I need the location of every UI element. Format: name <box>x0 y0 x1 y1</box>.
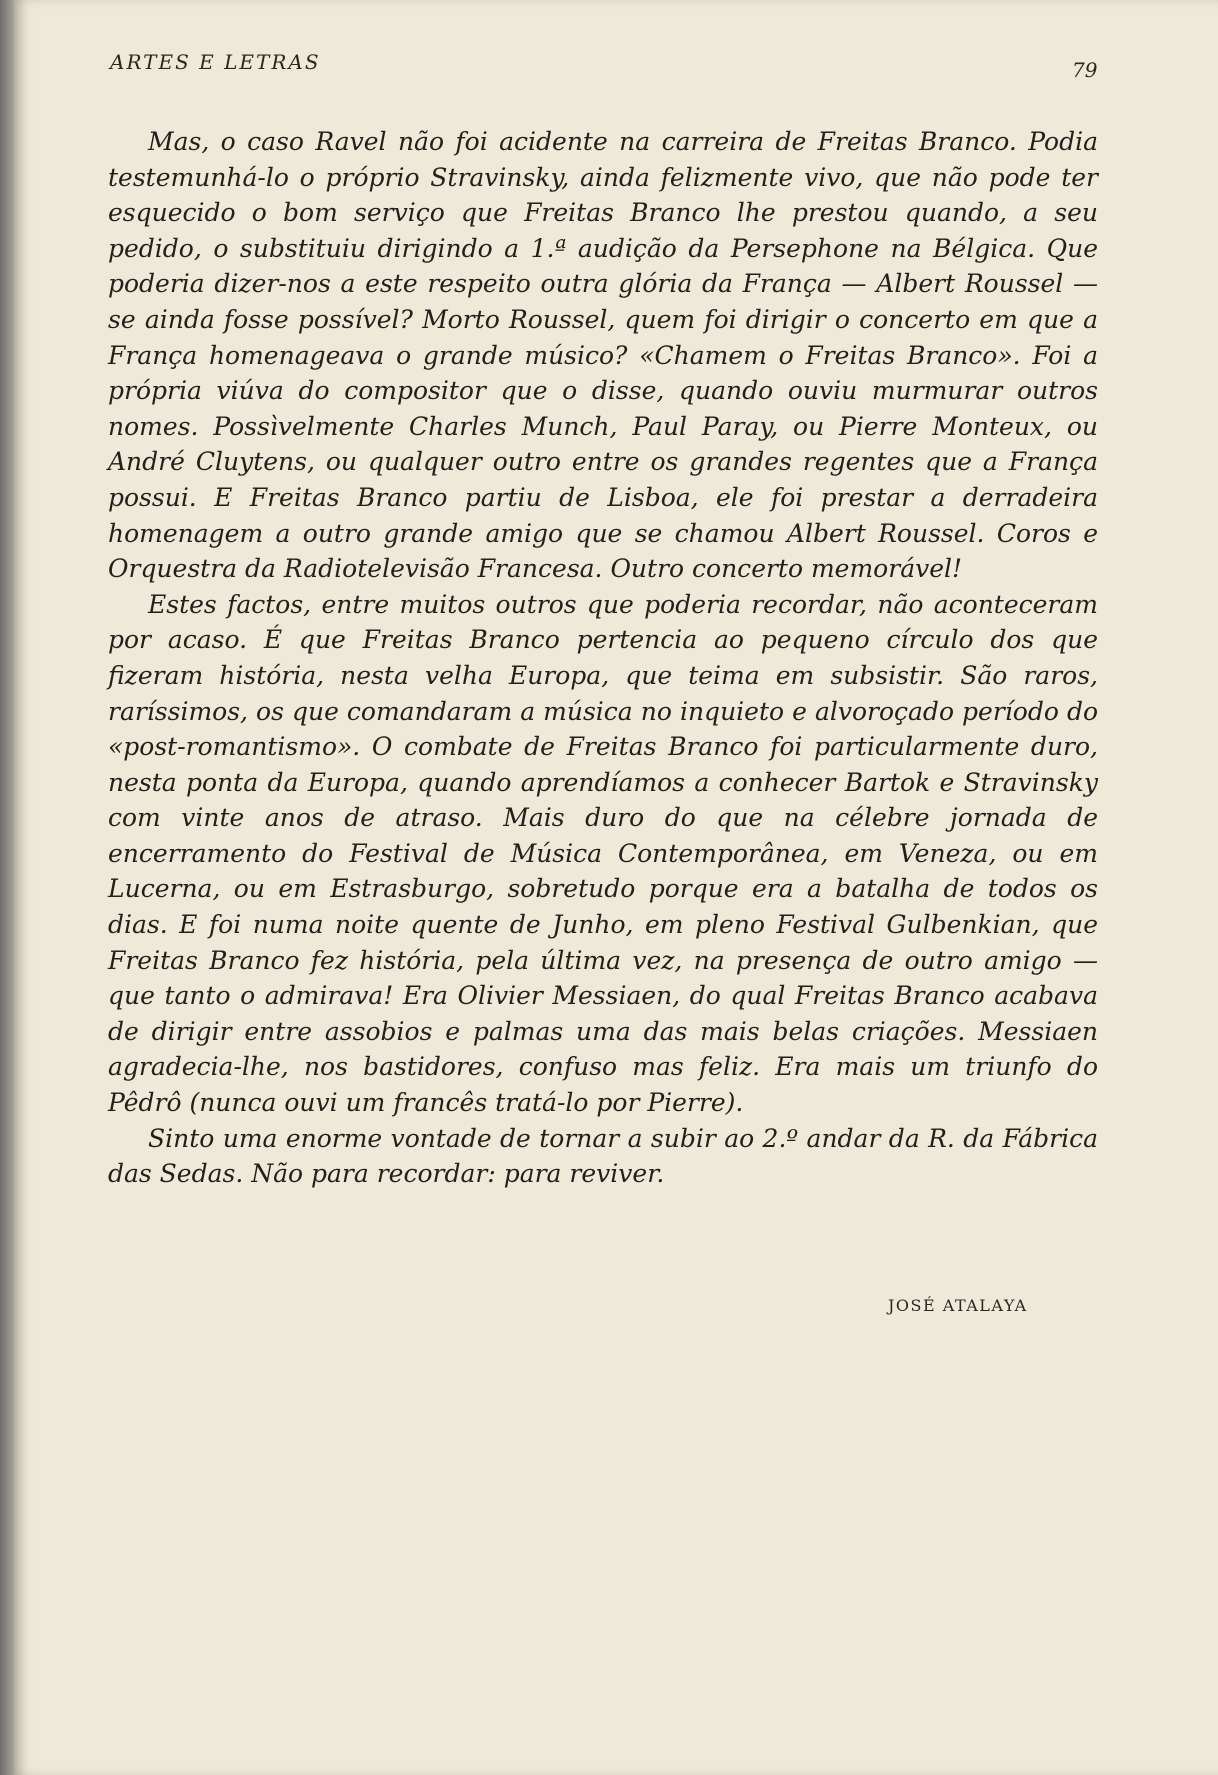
paragraph-2: Estes factos, entre muitos outros que poderia recordar, não aconteceram por acaso. É que Freitas Branco pertencia ao pequeno círculo dos que fizeram história, nesta velha Europa, que teima em subsistir. São raros, raríssimos, os que comandaram a música no inquieto e alvoroçado período do «post-romantismo». O combate de Freitas Branco foi particularmente duro, nesta ponta da Europa, quando aprendíamos a conhecer Bartok e Stravinsky com vinte anos de atraso. Mais duro do que na célebre jornada de encerramento do Festival de Música Contemporânea, em Veneza, ou em Lucerna, ou em Estrasburgo, sobretudo porque era a batalha de todos os dias. E foi numa noite quente de Junho, em pleno Festival Gulbenkian, que Freitas Branco fez história, pela última vez, na presença de outro amigo — que tanto o admirava! Era Olivier Messiaen, do qual Freitas Branco acabava de dirigir entre assobios e palmas uma das mais belas criações. Messiaen agradecia-lhe, nos bastidores, confuso mas feliz. Era mais um triunfo do Pêdrô (nunca ouvi um francês tratá-lo por Pierre). <box>108 589 1098 1118</box>
author-signature: JOSÉ ATALAYA <box>888 1296 1028 1315</box>
book-gutter <box>0 0 14 1775</box>
paragraph-3: Sinto uma enorme vontade de tornar a subir ao 2.º andar da R. da Fábrica das Sedas. Não para recordar: para reviver. <box>108 1123 1098 1189</box>
paragraph-1: Mas, o caso Ravel não foi acidente na carreira de Freitas Branco. Podia testemunhá-lo o próprio Stravinsky, ainda felizmente vivo, que não pode ter esquecido o bom serviço que Freitas Branco lhe prestou quando, a seu pedido, o substituiu dirigindo a 1.ª audição da Persephone na Bélgica. Que poderia dizer-nos a este respeito outra glória da França — Albert Roussel — se ainda fosse possível? Morto Roussel, quem foi dirigir o concerto em que a França homenageava o grande músico? «Chamem o Freitas Branco». Foi a própria viúva do compositor que o disse, quando ouviu murmurar outros nomes. Possìvelmente Charles Munch, Paul Paray, ou Pierre Monteux, ou André Cluytens, ou qualquer outro entre os grandes regentes que a França possui. E Freitas Branco partiu de Lisboa, ele foi prestar a derradeira homenagem a outro grande amigo que se chamou Albert Roussel. Coros e Orquestra da Radiotelevisão Francesa. Outro concerto memorável! <box>108 127 1098 584</box>
article-body <box>108 124 1098 1192</box>
running-header-title: ARTES E LETRAS <box>110 50 321 74</box>
page-number: 79 <box>1072 58 1098 82</box>
book-page <box>14 0 1218 1775</box>
